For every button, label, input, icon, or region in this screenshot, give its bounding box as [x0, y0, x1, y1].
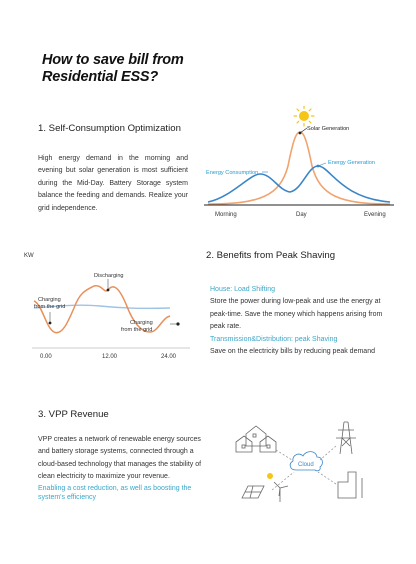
x-label-24: 24.00: [161, 354, 177, 360]
x-label-morning: Morning: [215, 212, 237, 218]
x-label-12: 12.00: [102, 354, 118, 360]
x-label-0: 0.00: [40, 354, 52, 360]
load-shifting-text: Store the power during low-peak and use the energy at peak-time. Save the money which happens arising from peak rate.: [210, 298, 383, 331]
peak-shaving-chart: [20, 246, 196, 364]
solar-generation-label: Solar Generation: [307, 126, 350, 132]
energy-consumption-label: Energy Consumption: [206, 170, 259, 176]
peak-shaving-highlight: Transmission&Distribution: peak Shaving: [210, 335, 338, 343]
solar-panel-icon: [242, 486, 264, 498]
section2-body: [210, 284, 388, 358]
self-consumption-chart: [200, 106, 400, 224]
x-label-evening: Evening: [364, 212, 386, 218]
vpp-highlight: Enabling a cost reduction, as well as boosting the system's efficiency: [38, 484, 192, 501]
transmission-tower-icon: [336, 422, 356, 454]
vpp-text: VPP creates a network of renewable energy sources and battery storage systems, connected through a cloud-based technology that manages the stability of clean electricity to maximize your revenue.: [38, 436, 202, 481]
y-axis-label: KW: [24, 253, 34, 259]
section1-body: High energy demand in the morning and evening but solar generation is most sufficient during the Mid-Day. Battery Storage system balance the feeding and demands. Realize your grid independence.: [38, 155, 188, 212]
load-shifting-highlight: House: Load Shifting: [210, 286, 275, 293]
factory-icon: [338, 472, 362, 498]
peak-shaving-text: Save on the electricity bills by reducing peak demand: [210, 348, 375, 356]
section3-body: [38, 434, 210, 502]
energy-generation-label: Energy Generation: [328, 160, 375, 166]
page-title: [42, 52, 302, 86]
x-label-day: Day: [296, 212, 307, 218]
houses-icon: [236, 426, 276, 452]
solar-generation-line: [208, 132, 390, 204]
title-line-1: How to save bill from: [42, 52, 184, 68]
small-sun-icon: [267, 473, 273, 479]
sun-icon: [294, 106, 314, 126]
section1-heading: 1. Self-Consumption Optimization: [38, 123, 181, 134]
charging-right-label-2: from the grid: [121, 327, 153, 333]
section2-heading: 2. Benefits from Peak Shaving: [206, 250, 336, 261]
discharging-label: Discharging: [94, 273, 124, 279]
title-line-2: Residential ESS?: [42, 69, 159, 85]
charging-left-label-2: from the grid: [34, 304, 66, 310]
cloud-label: Cloud: [298, 462, 314, 468]
charging-right-label-1: Charging: [130, 320, 153, 326]
charging-left-label-1: Charging: [38, 297, 61, 303]
vpp-illustration: [232, 412, 392, 504]
wind-turbine-icon: [274, 482, 288, 502]
section3-heading: 3. VPP Revenue: [38, 409, 109, 420]
